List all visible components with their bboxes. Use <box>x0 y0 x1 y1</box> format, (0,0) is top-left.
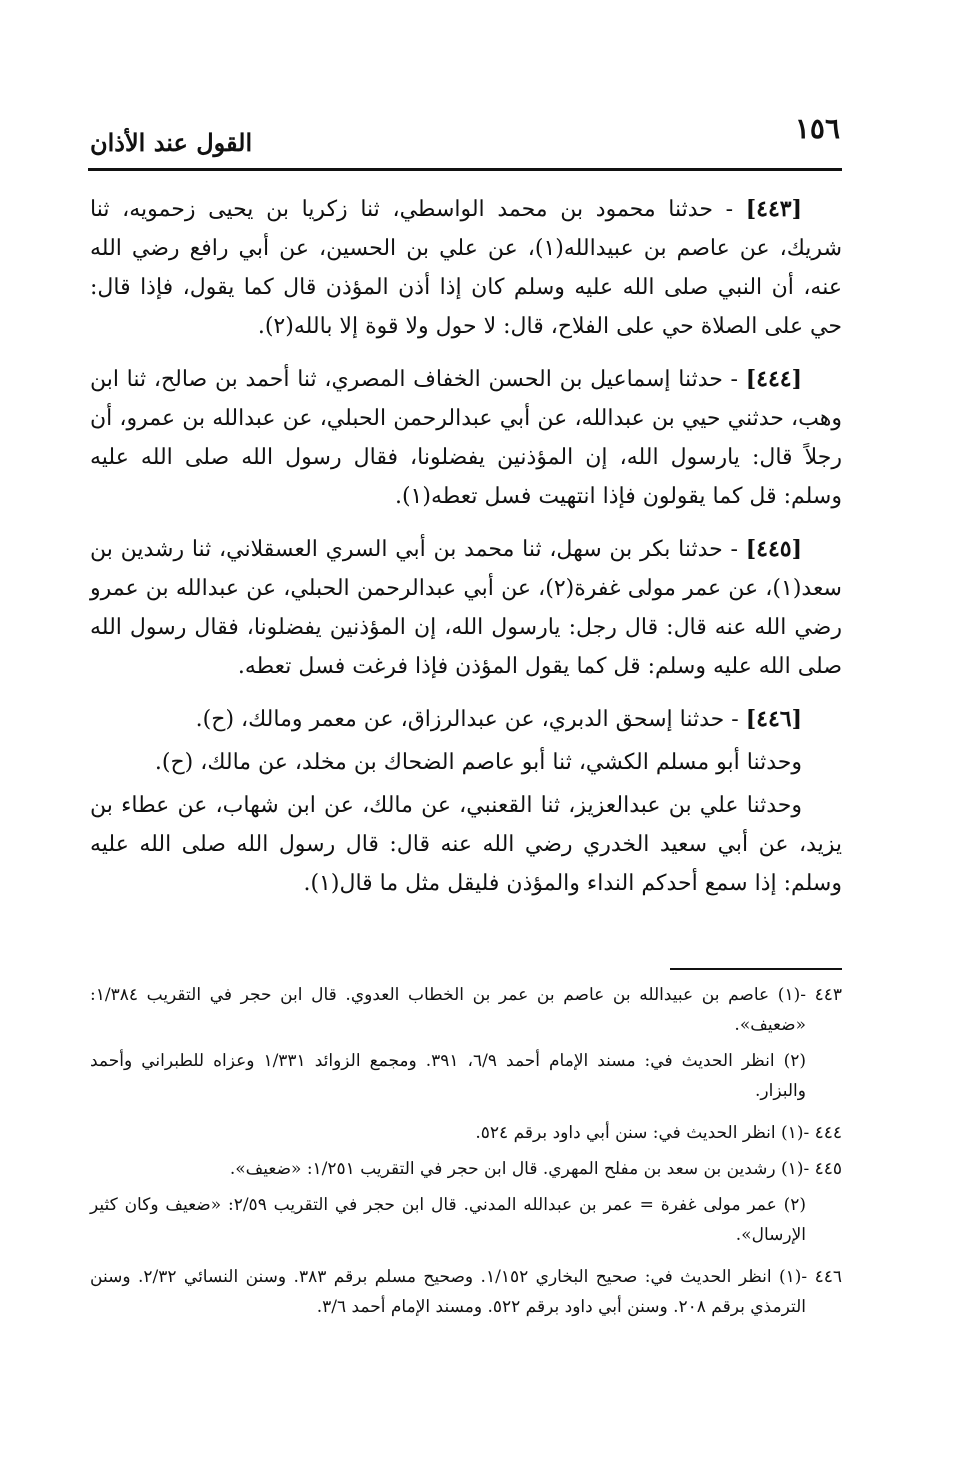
header-rule <box>88 168 842 171</box>
footnote-445-2: (٢) عمر مولى غفرة = عمر بن عبدالله المدني. قال ابن حجر في التقريب ٢/٥٩: «ضعيف وكان كثير الإرسال». <box>90 1195 806 1245</box>
hadith-text: - حدثنا إسحق الدبري، عن عبدالرزاق، عن معمر ومالك، (ح). <box>195 707 739 732</box>
footnote-444-1: ٤٤٤ -(١) انظر الحديث في: سنن أبي داود برقم ٥٢٤. <box>475 1123 842 1143</box>
footnotes <box>90 980 842 1328</box>
hadith-444 <box>90 360 842 516</box>
hadith-446-chain-3: وحدثنا علي بن عبدالعزيز، ثنا القعنبي، عن مالك، عن ابن شهاب، عن عطاء بن يزيد، عن أبي سعيد الخدري رضي الله عنه قال: قال رسول الله صلى الله عليه وسلم: إذا سمع أحدكم النداء والمؤذن فليقل مثل ما قال(١). <box>90 793 842 896</box>
main-text <box>90 190 842 907</box>
footnote-445-1: ٤٤٥ -(١) رشدين بن سعد بن مفلح المهري. قال ابن حجر في التقريب ١/٢٥١: «ضعيف». <box>229 1159 842 1179</box>
footnote-446-1: ٤٤٦ -(١) انظر الحديث في: صحيح البخاري ١/١٥٢. وصحيح مسلم برقم ٣٨٣. وسنن النسائي ٢/٣٢. وسنن الترمذي برقم ٢٠٨. وسنن أبي داود برقم ٥٢٢. ومسند الإمام أحمد ٣/٦. <box>90 1267 843 1317</box>
hadith-443 <box>90 190 842 346</box>
hadith-number: [٤٤٤] <box>745 366 802 392</box>
hadith-number: [٤٤٣] <box>745 196 802 222</box>
hadith-446 <box>90 700 842 739</box>
footnote-rule <box>670 968 842 970</box>
hadith-number: [٤٤٥] <box>745 536 802 562</box>
hadith-446-chain-2: وحدثنا أبو مسلم الكشي، ثنا أبو عاصم الضحاك بن مخلد، عن مالك، (ح). <box>154 750 802 775</box>
hadith-text: - حدثنا إسماعيل بن الحسن الخفاف المصري، ثنا أحمد بن صالح، ثنا ابن وهب، حدثني حيي بن عبدالله، عن أبي عبدالرحمن الحبلي، عن عبدالله بن عمرو، أن رجلاً قال: يارسول الله، إن المؤذنين يفضلونا، فقال رسول الله صلى الله عليه وسلم: قل كما يقولون فإذا انتهيت فسل تعطه(١). <box>90 367 842 509</box>
footnote-443-2: (٢) انظر الحديث في: مسند الإمام أحمد ٦/٩، ٣٩١. ومجمع الزوائد ١/٣٣١ وعزاه للطبراني وأحمد والبزار. <box>90 1051 806 1101</box>
hadith-number: [٤٤٦] <box>745 706 802 732</box>
running-title: القول عند الأذان <box>90 128 253 157</box>
hadith-text: - حدثنا محمود بن محمد الواسطي، ثنا زكريا بن يحيى زحمويه، ثنا شريك، عن عاصم بن عبيدالله(١)، عن علي بن الحسين، عن أبي رافع رضي الله عنه، أن النبي صلى الله عليه وسلم كان إذا أذن المؤذن قال كما يقول، فإذا قال: حي على الصلاة حي على الفلاح، قال: لا حول ولا قوة إلا بالله(٢). <box>90 197 843 339</box>
page-number: ١٥٦ <box>794 112 840 145</box>
hadith-445 <box>90 530 842 686</box>
footnote-443-1: ٤٤٣ -(١) عاصم بن عبيدالله بن عاصم بن عمر بن الخطاب العدوي. قال ابن حجر في التقريب ١/٣٨٤: «ضعيف». <box>90 985 843 1035</box>
hadith-text: - حدثنا بكر بن سهل، ثنا محمد بن أبي السري العسقلاني، ثنا رشدين بن سعد(١)، عن عمر مولى غفرة(٢)، عن أبي عبدالرحمن الحبلي، عن عبدالله بن عمرو رضي الله عنه قال: قال رجل: يارسول الله، إن المؤذنين يفضلونا، فقال رسول الله صلى الله عليه وسلم: قل كما يقول المؤذن فإذا فرغت فسل تعطه. <box>90 537 842 679</box>
